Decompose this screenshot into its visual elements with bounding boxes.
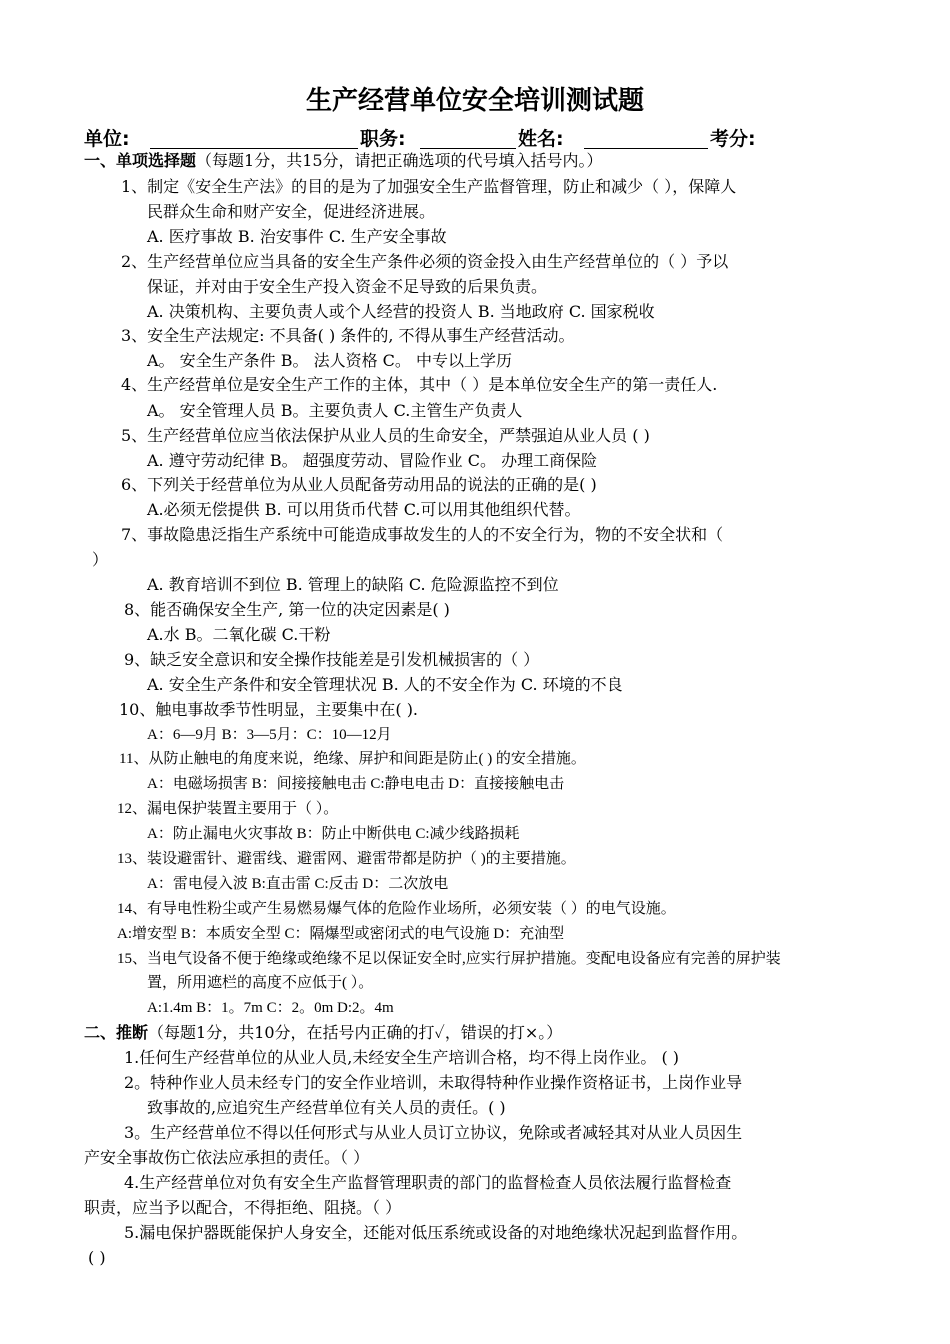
q4-text: 4、生产经营单位是安全生产工作的主体，其中（ ）是本单位安全生产的第一责任人. (121, 375, 718, 394)
j4-text: 4.生产经营单位对负有安全生产监督管理职责的部门的监督检查人员依法履行监督检查 (124, 1173, 732, 1192)
q2-text: 2、生产经营单位应当具备的安全生产条件必须的资金投入由生产经营单位的（ ）予以 (121, 252, 729, 271)
q14-text: 14、有导电性粉尘或产生易燃易爆气体的危险作业场所，必须安装（ ）的电气设施。 (117, 901, 676, 917)
q9-options: A. 安全生产条件和安全管理状况 B. 人的不安全作为 C. 环境的不良 (147, 675, 623, 694)
section1-title (84, 150, 603, 172)
position-blank[interactable] (420, 148, 516, 149)
q15-options: A:1.4m B：1。7m C：2。0m D:2。4m (147, 1000, 394, 1016)
unit-blank[interactable] (150, 148, 358, 149)
q1-text: 1、制定《安全生产法》的目的是为了加强安全生产监督管理，防止和减少（ ），保障人 (121, 177, 737, 196)
page-title: 生产经营单位安全培训测试题 (305, 86, 644, 116)
q6-text: 6、下列关于经营单位为从业人员配备劳动用品的说法的正确的是( ) (121, 475, 597, 494)
j2-text-cont: 致事故的,应追究生产经营单位有关人员的责任。( ) (147, 1098, 506, 1117)
q7-options: A. 教育培训不到位 B. 管理上的缺陷 C. 危险源监控不到位 (147, 575, 559, 594)
j3-text: 3。生产经营单位不得以任何形式与从业人员订立协议，免除或者减轻其对从业人员因生 (124, 1123, 743, 1142)
q2-options: A. 决策机构、主要负责人或个人经营的投资人 B. 当地政府 C. 国家税收 (147, 302, 655, 321)
j5-text: 5.漏电保护器既能保护人身安全，还能对低压系统或设备的对地绝缘状况起到监督作用。 (124, 1223, 748, 1242)
q9-text: 9、缺乏安全意识和安全操作技能差是引发机械损害的（ ） (124, 650, 540, 669)
q10-text: 10、触电事故季节性明显，主要集中在( ). (119, 700, 419, 719)
q7-text: 7、事故隐患泛指生产系统中可能造成事故发生的人的不安全行为，物的不安全状和（ (121, 525, 724, 544)
q6-options: A.必须无偿提供 B. 可以用货币代替 C.可以用其他组织代替。 (147, 500, 581, 519)
q13-options: A：雷电侵入波 B:直击雷 C:反击 D：二次放电 (147, 876, 449, 892)
unit-label: 单位: (84, 128, 130, 150)
position-label: 职务: (360, 128, 406, 150)
q2-text-cont: 保证，并对由于安全生产投入资金不足导致的后果负责。 (147, 277, 548, 296)
q15-text-cont: 置，所用遮栏的高度不应低于( ）。 (147, 975, 374, 991)
q8-options: A.水 B。二氧化碳 C.干粉 (147, 625, 331, 644)
j3-text-cont: 产安全事故伤亡依法应承担的责任。（ ） (84, 1148, 370, 1167)
section2-note: （每题1分，共10分，在括号内正确的打✓，错误的打×。） (148, 1023, 563, 1042)
q12-text: 12、漏电保护装置主要用于（ ）。 (117, 801, 339, 817)
q8-text: 8、能否确保安全生产, 第一位的决定因素是( ) (124, 600, 450, 619)
score-label: 考分: (710, 128, 756, 150)
section1-note: （每题1分，共15分，请把正确选项的代号填入括号内。） (196, 151, 603, 170)
q14-options: A:增安型 B：本质安全型 C：隔爆型或密闭式的电气设施 D：充油型 (117, 926, 565, 942)
name-blank[interactable] (584, 148, 708, 149)
q3-text: 3、安全生产法规定: 不具备( ) 条件的, 不得从事生产经营活动。 (121, 326, 575, 345)
section1-heading: 一、单项选择题 (84, 151, 197, 170)
q11-options: A：电磁场损害 B：间接接触电击 C:静电电击 D：直接接触电击 (147, 776, 565, 792)
q7-text-cont: ） (92, 550, 109, 569)
j4-text-cont: 职责，应当予以配合，不得拒绝、阻挠。（ ） (84, 1198, 402, 1217)
q12-options: A：防止漏电火灾事故 B：防止中断供电 C:减少线路损耗 (147, 826, 520, 842)
q15-text: 15、当电气设备不便于绝缘或绝缘不足以保证安全时,应实行屏护措施。变配电设备应有完善的屏护装 (117, 951, 781, 967)
name-label: 姓名: (518, 128, 564, 150)
q10-options: A：6—9月 B：3—5月：C：10—12月 (147, 727, 392, 743)
q11-text: 11、从防止触电的角度来说，绝缘、屏护和间距是防止( ) 的安全措施。 (119, 751, 586, 767)
q4-options: A。 安全管理人员 B。主要负责人 C.主管生产负责人 (147, 401, 523, 420)
j2-text: 2。特种作业人员未经专门的安全作业培训，未取得特种作业操作资格证书，上岗作业导 (124, 1073, 743, 1092)
q13-text: 13、装设避雷针、避雷线、避雷网、避雷带都是防护（ )的主要措施。 (117, 851, 576, 867)
q3-options: A。 安全生产条件 B。 法人资格 C。 中专以上学历 (147, 351, 512, 370)
q1-options: A. 医疗事故 B. 治安事件 C. 生产安全事故 (147, 227, 447, 246)
section2-heading: 二、推断 (84, 1023, 149, 1042)
q5-options: A. 遵守劳动纪律 B。 超强度劳动、冒险作业 C。 办理工商保险 (147, 451, 598, 470)
q1-text-cont: 民群众生命和财产安全，促进经济进展。 (147, 202, 436, 221)
q5-text: 5、生产经营单位应当依法保护从业人员的生命安全，严禁强迫从业人员 ( ) (121, 426, 650, 445)
j1-text: 1.任何生产经营单位的从业人员,未经安全生产培训合格，均不得上岗作业。 ( ) (124, 1048, 680, 1067)
j5-text-cont: ( ) (88, 1248, 106, 1267)
section2-title (84, 1022, 562, 1044)
